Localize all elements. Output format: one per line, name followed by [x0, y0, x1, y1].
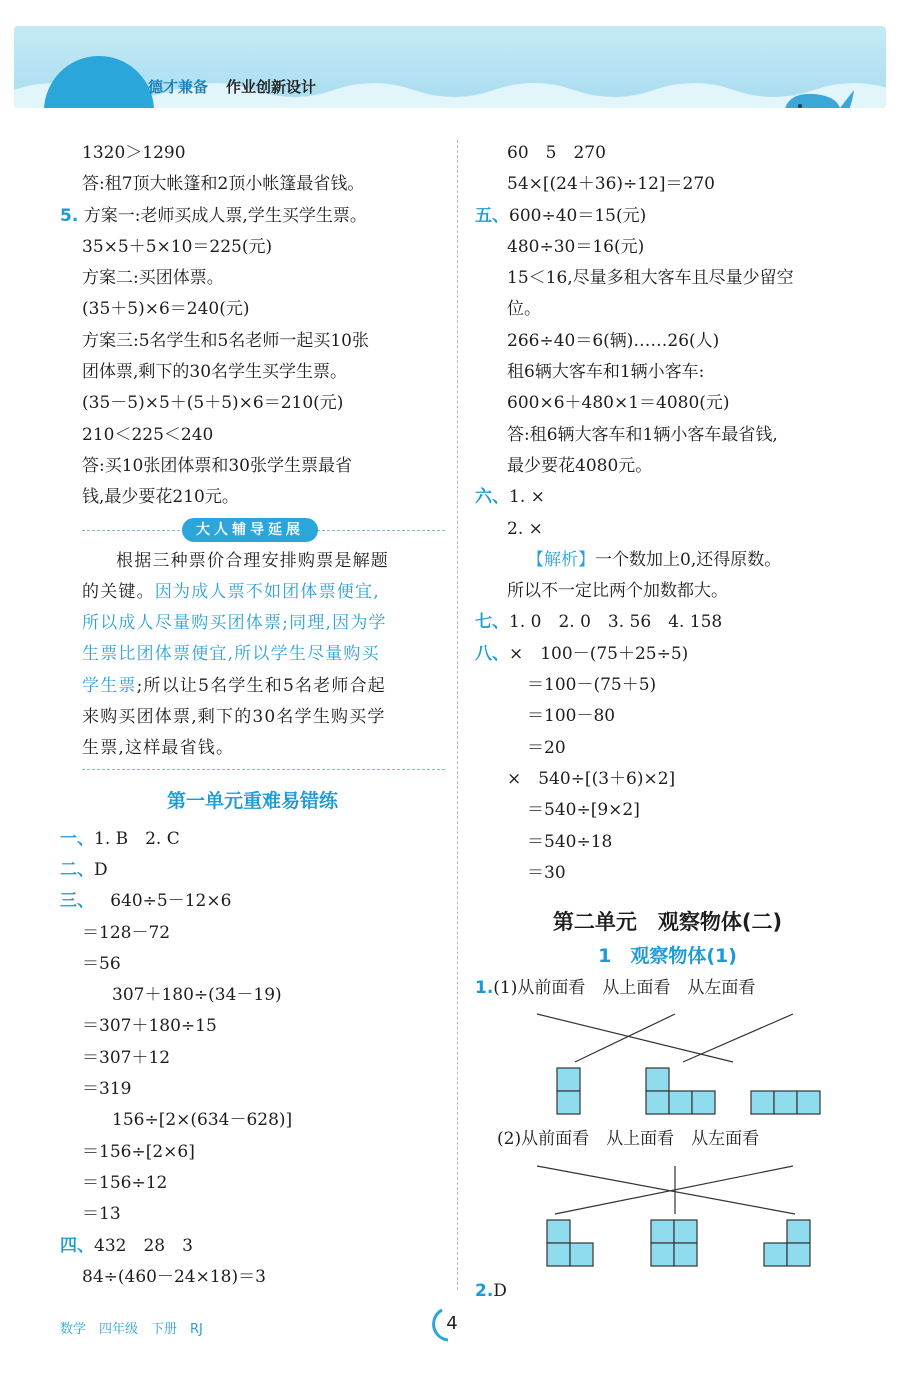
calc-line: ＝307＋180÷15	[82, 1016, 217, 1037]
tip-line: 根据三种票价合理安排购票是解题	[116, 550, 389, 571]
series-name: 作业创新设计	[226, 78, 317, 96]
cube-face	[651, 1220, 674, 1243]
column-divider	[457, 140, 458, 1290]
book-info: 数学 四年级 下册 RJ	[60, 1322, 203, 1337]
cube-face	[646, 1068, 669, 1091]
tip-body	[82, 546, 445, 765]
cube-face	[764, 1243, 787, 1266]
answer-line: (35－5)×5＋(5＋5)×6＝210(元)	[82, 393, 344, 414]
cube-face	[674, 1220, 697, 1243]
section-2: 二、D	[60, 859, 108, 880]
answer-line: 1320＞1290	[82, 143, 186, 163]
answer-line: 54×[(24＋36)÷12]＝270	[507, 174, 715, 195]
answer-line: (35＋5)×6＝240(元)	[82, 299, 250, 320]
cube-face	[557, 1091, 580, 1114]
calc-line: ＝540÷[9×2]	[527, 800, 640, 821]
left-column	[60, 138, 445, 1293]
section-1: 一、1. B 2. C	[60, 828, 180, 849]
cube-face	[669, 1091, 692, 1114]
question-1-row-2: (2)从前面看 从上面看 从左面看	[497, 1129, 760, 1150]
answer-line: 60 5 270	[507, 143, 606, 163]
lesson-title: 1 观察物体(1)	[598, 945, 737, 968]
cube-face	[797, 1091, 820, 1114]
answer-line: 600×6＋480×1＝4080(元)	[507, 393, 730, 414]
answer-line: 15＜16,尽量多租大客车且尽量少留空	[507, 268, 794, 289]
cube-face	[557, 1068, 580, 1091]
answer-line: 最少要花4080元。	[507, 455, 653, 476]
analysis-line: 所以不一定比两个加数都大。	[507, 581, 728, 602]
matching-diagram-2	[475, 1156, 860, 1276]
match-line	[683, 1014, 793, 1062]
tip-line: 学生票;所以让5名学生和5名老师合起	[82, 675, 386, 696]
calc-line: ＝100－(75＋5)	[527, 675, 657, 696]
page-header	[14, 26, 886, 108]
section-5: 五、600÷40＝15(元)	[475, 205, 647, 226]
calc-line: 84÷(460－24×18)＝3	[82, 1266, 266, 1287]
section-3: 三、 640÷5－12×6	[60, 891, 232, 912]
calc-line: ＝100－80	[527, 706, 616, 727]
answer-line: 2. ×	[507, 518, 543, 539]
answer-line: 租6辆大客车和1辆小客车:	[507, 362, 705, 383]
cube-face	[692, 1091, 715, 1114]
calc-line: ＝307＋12	[82, 1047, 171, 1068]
question-1-row-1: 1.(1)从前面看 从上面看 从左面看	[475, 978, 756, 999]
calc-line: ＝13	[82, 1204, 121, 1225]
section-6: 六、1. ×	[475, 487, 545, 508]
whale-icon	[778, 82, 858, 108]
cube-face	[774, 1091, 797, 1114]
calc-line: ＝128－72	[82, 922, 171, 943]
match-line	[537, 1014, 733, 1062]
calc-line: ＝20	[527, 737, 566, 758]
tip-line: 生票比团体票便宜,所以学生尽量购买	[82, 644, 380, 665]
cube-face	[570, 1243, 593, 1266]
tip-title: 大人辅导延展	[182, 518, 318, 542]
calc-line: ＝319	[82, 1079, 132, 1100]
section-7: 七、1. 0 2. 0 3. 56 4. 158	[475, 612, 723, 633]
answer-line: 钱,最少要花210元。	[82, 487, 239, 508]
section-title: 第一单元重难易错练	[166, 789, 338, 812]
unit-title: 第二单元 观察物体(二)	[552, 910, 783, 935]
answer-line: 方案三:5名学生和5名老师一起买10张	[82, 330, 369, 351]
cube-face	[674, 1243, 697, 1266]
answer-line: 答:租6辆大客车和1辆小客车最省钱,	[507, 424, 778, 445]
matching-diagram-1	[475, 1004, 860, 1124]
tip-header	[82, 516, 445, 546]
calc-line: ＝156÷12	[82, 1172, 168, 1193]
answer-line: 210＜225＜240	[82, 424, 214, 445]
cube-face	[751, 1091, 774, 1114]
cube-face	[651, 1243, 674, 1266]
answer-line: 266÷40＝6(辆)……26(人)	[507, 330, 720, 351]
page-arc-icon	[432, 1304, 472, 1344]
cube-face	[787, 1220, 810, 1243]
calc-line: ＝30	[527, 862, 566, 883]
cube-face	[787, 1243, 810, 1266]
brand-name: 德才兼备	[148, 78, 209, 96]
cube-face	[646, 1091, 669, 1114]
analysis-line: 【解析】一个数加上0,还得原数。	[527, 549, 782, 570]
question-5	[60, 201, 445, 232]
tip-line: 生票,这样最省钱。	[82, 738, 235, 759]
calc-line: × 540÷[(3＋6)×2]	[507, 768, 676, 789]
answer-line: 答:租7顶大帐篷和2顶小帐篷最省钱。	[82, 174, 365, 195]
answer-line: 480÷30＝16(元)	[507, 236, 645, 257]
calc-line: 307＋180÷(34－19)	[112, 985, 282, 1006]
calc-line: ＝540÷18	[527, 831, 613, 852]
answer-line: 答:买10张团体票和30张学生票最省	[82, 455, 352, 476]
answer-line: 35×5＋5×10＝225(元)	[82, 236, 273, 257]
section-8: 八、× 100－(75＋25÷5)	[475, 643, 689, 664]
tip-line: 来购买团体票,剩下的30名学生购买学	[82, 707, 386, 728]
right-column	[475, 138, 860, 1307]
tip-line: 的关键。因为成人票不如团体票便宜,	[82, 581, 380, 602]
question-number: 5.	[60, 205, 79, 226]
answer-line: 方案二:买团体票。	[82, 268, 224, 289]
page-number: 4	[432, 1304, 472, 1344]
island-decoration	[44, 56, 154, 108]
calc-line: 156÷[2×(634－628)]	[112, 1110, 293, 1131]
analysis-label: 【解析】	[527, 549, 595, 570]
calc-line: ＝56	[82, 953, 121, 974]
calc-line: ＝156÷[2×6]	[82, 1141, 195, 1162]
answer-line: 团体票,剩下的30名学生买学生票。	[82, 362, 348, 383]
tip-line: 所以成人尽量购买团体票;同理,因为学	[82, 613, 387, 634]
answer-line: 方案一:老师买成人票,学生买学生票。	[83, 205, 367, 226]
match-line	[575, 1014, 675, 1062]
cube-face	[547, 1220, 570, 1243]
question-2: 2.D	[475, 1280, 507, 1301]
cube-face	[547, 1243, 570, 1266]
answer-line: 位。	[507, 299, 541, 320]
section-4: 四、432 28 3	[60, 1235, 193, 1256]
